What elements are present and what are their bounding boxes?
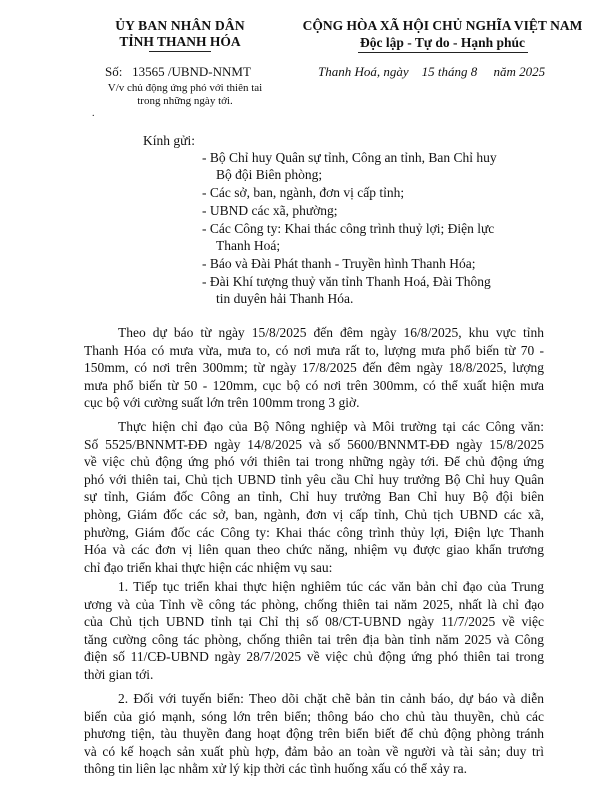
subject-line2: trong những ngày tới.: [137, 95, 233, 107]
recipient-line: - UBND các xã, phường;: [202, 203, 338, 218]
issuing-agency: [80, 18, 280, 52]
paragraph-line: chỉ đạo triển khai thực hiện các nhiệm vụ sau:: [84, 559, 333, 575]
margin-dot: .: [92, 108, 95, 119]
recipient-item: [202, 149, 532, 183]
paragraph-line: về việc chủ động ứng phó với thiên tai trong những ngày tới. Để chủ động ứng: [84, 454, 544, 470]
recipient-item: [202, 184, 532, 201]
recipient-line: - Đài Khí tượng thuỷ văn tỉnh Thanh Hoá, Đài Thông: [202, 274, 491, 289]
body-paragraph-3: [84, 578, 544, 684]
paragraph-line: biến của gió mạnh, sóng lớn trên biển; thông báo cho chủ tàu thuyền, chủ các: [84, 708, 544, 724]
motto-underline: [358, 52, 528, 53]
paragraph-line: Thanh Hóa có mưa vừa, mưa to, có nơi mưa rất to, lượng mưa phổ biến từ 70 -: [84, 342, 544, 358]
paragraph-line: phó với thiên tai, Chủ tịch UBND tỉnh yêu cầu Chỉ huy trưởng Bộ Chỉ huy Quân: [84, 471, 544, 487]
date-month-label: tháng: [437, 64, 468, 79]
date-day: 15: [421, 64, 435, 79]
recipient-line: Thanh Hoá;: [216, 238, 281, 253]
paragraph-line: 2. Đối với tuyến biển: Theo dõi chặt chẽ bản tin cảnh báo, dự báo và diễn: [118, 691, 544, 706]
document-number-value: 13565: [132, 64, 165, 79]
document-number-label: Số:: [105, 64, 123, 79]
paragraph-line: mưa phổ biến từ 50 - 120mm, cục bộ có nơi trên 300mm, có thể xuất hiện mưa: [84, 377, 544, 393]
agency-underline: [149, 51, 211, 52]
date-month: 8: [470, 64, 478, 79]
paragraph-line: cục bộ với cường suất lớn trên 100mm trong 3 giờ.: [84, 395, 360, 411]
national-motto: [300, 18, 585, 53]
country-name: CỘNG HÒA XÃ HỘI CHỦ NGHĨA VIỆT NAM: [302, 18, 583, 33]
recipient-item: [202, 255, 532, 272]
paragraph-line: thời gian tới.: [84, 666, 154, 682]
paragraph-line: điện số 11/CĐ-UBND ngày 28/7/2025 về việc chủ động ứng phó thiên tai trong: [84, 649, 544, 665]
recipient-item: [202, 220, 532, 254]
document-number: [105, 64, 251, 80]
recipient-line: - Các Công ty: Khai thác công trình thuỷ lợi; Điện lực: [202, 221, 495, 236]
paragraph-line: ương và của Tỉnh về công tác phòng, chống thiên tai năm 2025, nhất là chỉ đạo: [84, 596, 544, 612]
recipient-line: tin duyên hải Thanh Hóa.: [216, 291, 354, 306]
paragraph-line: Thực hiện chỉ đạo của Bộ Nông nghiệp và Môi trường tại các Công văn:: [118, 419, 544, 434]
paragraph-line: Số 5525/BNNMT-ĐĐ ngày 14/8/2025 và số 5600/BNNMT-ĐĐ ngày 15/8/2025: [84, 436, 544, 452]
issue-date: [318, 64, 545, 80]
paragraph-line: của Chủ tịch UBND tỉnh tại Chỉ thị số 08/CT-UBND ngày 11/7/2025 về việc: [84, 614, 544, 630]
agency-name-line2: TỈNH THANH HÓA: [119, 34, 241, 49]
subject-line1: V/v chủ động ứng phó với thiên tai: [107, 82, 263, 94]
paragraph-line: sự tỉnh, Giám đốc Công an tỉnh, Chỉ huy trưởng Ban Chỉ huy Bộ đội biên: [84, 489, 544, 505]
paragraph-line: Hóa và các đơn vị liên quan theo chức năng, nhiệm vụ được giao khẩn trương: [84, 542, 544, 558]
paragraph-line: và có kế hoạch sản xuất phù hợp, đảm bảo an toàn về người và tài sản; duy trì: [84, 743, 544, 759]
recipient-line: - Báo và Đài Phát thanh - Truyền hình Thanh Hóa;: [202, 256, 476, 271]
document-subject: [60, 82, 310, 108]
body-paragraph-2: [84, 418, 544, 576]
date-year: 2025: [519, 64, 546, 79]
paragraph-line: phường, Giám đốc các Công ty: Khai thác công trình thủy lợi, Điện lực Thanh: [84, 524, 544, 540]
paragraph-line: 1. Tiếp tục triển khai thực hiện nghiêm túc các văn bản chỉ đạo của Trung: [118, 579, 544, 594]
recipient-line: - Các sở, ban, ngành, đơn vị cấp tỉnh;: [202, 185, 405, 200]
paragraph-line: 150mm, có nơi trên 300mm; từ ngày 17/8/2025 đến đêm ngày 18/8/2025, lượng: [84, 360, 544, 376]
body-paragraph-1: [84, 324, 544, 412]
recipient-line: Bộ đội Biên phòng;: [216, 167, 323, 182]
agency-name-line1: ỦY BAN NHÂN DÂN: [115, 18, 245, 33]
paragraph-line: phòng, Giám đốc các sở, ban, ngành, đơn vị cấp tỉnh, Chủ tịch UBND các xã,: [84, 506, 544, 522]
paragraph-line: phương tiện, tàu thuyền đang hoạt động trên biển biết để chủ động phòng tránh: [84, 726, 544, 742]
paragraph-line: Theo dự báo từ ngày 15/8/2025 đến đêm ngày 16/8/2025, khu vực tỉnh: [118, 325, 544, 340]
paragraph-line: tăng cường công tác phòng, chống thiên tai trên địa bàn tỉnh năm 2025 và Công: [84, 631, 544, 647]
date-year-label: năm: [493, 64, 516, 79]
recipients-greeting: Kính gửi:: [143, 133, 195, 148]
motto-slogan: Độc lập - Tự do - Hạnh phúc: [359, 35, 526, 50]
date-place: Thanh Hoá, ngày: [318, 64, 409, 79]
recipient-line: - Bộ Chỉ huy Quân sự tỉnh, Công an tỉnh, Ban Chỉ huy: [202, 150, 497, 165]
recipient-item: [202, 202, 532, 219]
body-paragraph-4: [84, 690, 544, 778]
document-number-suffix: /UBND-NNMT: [167, 64, 251, 79]
paragraph-line: thông tin liên lạc nhằm xử lý kịp thời các tình huống xấu có thể xảy ra.: [84, 761, 467, 777]
recipient-item: [202, 273, 532, 307]
